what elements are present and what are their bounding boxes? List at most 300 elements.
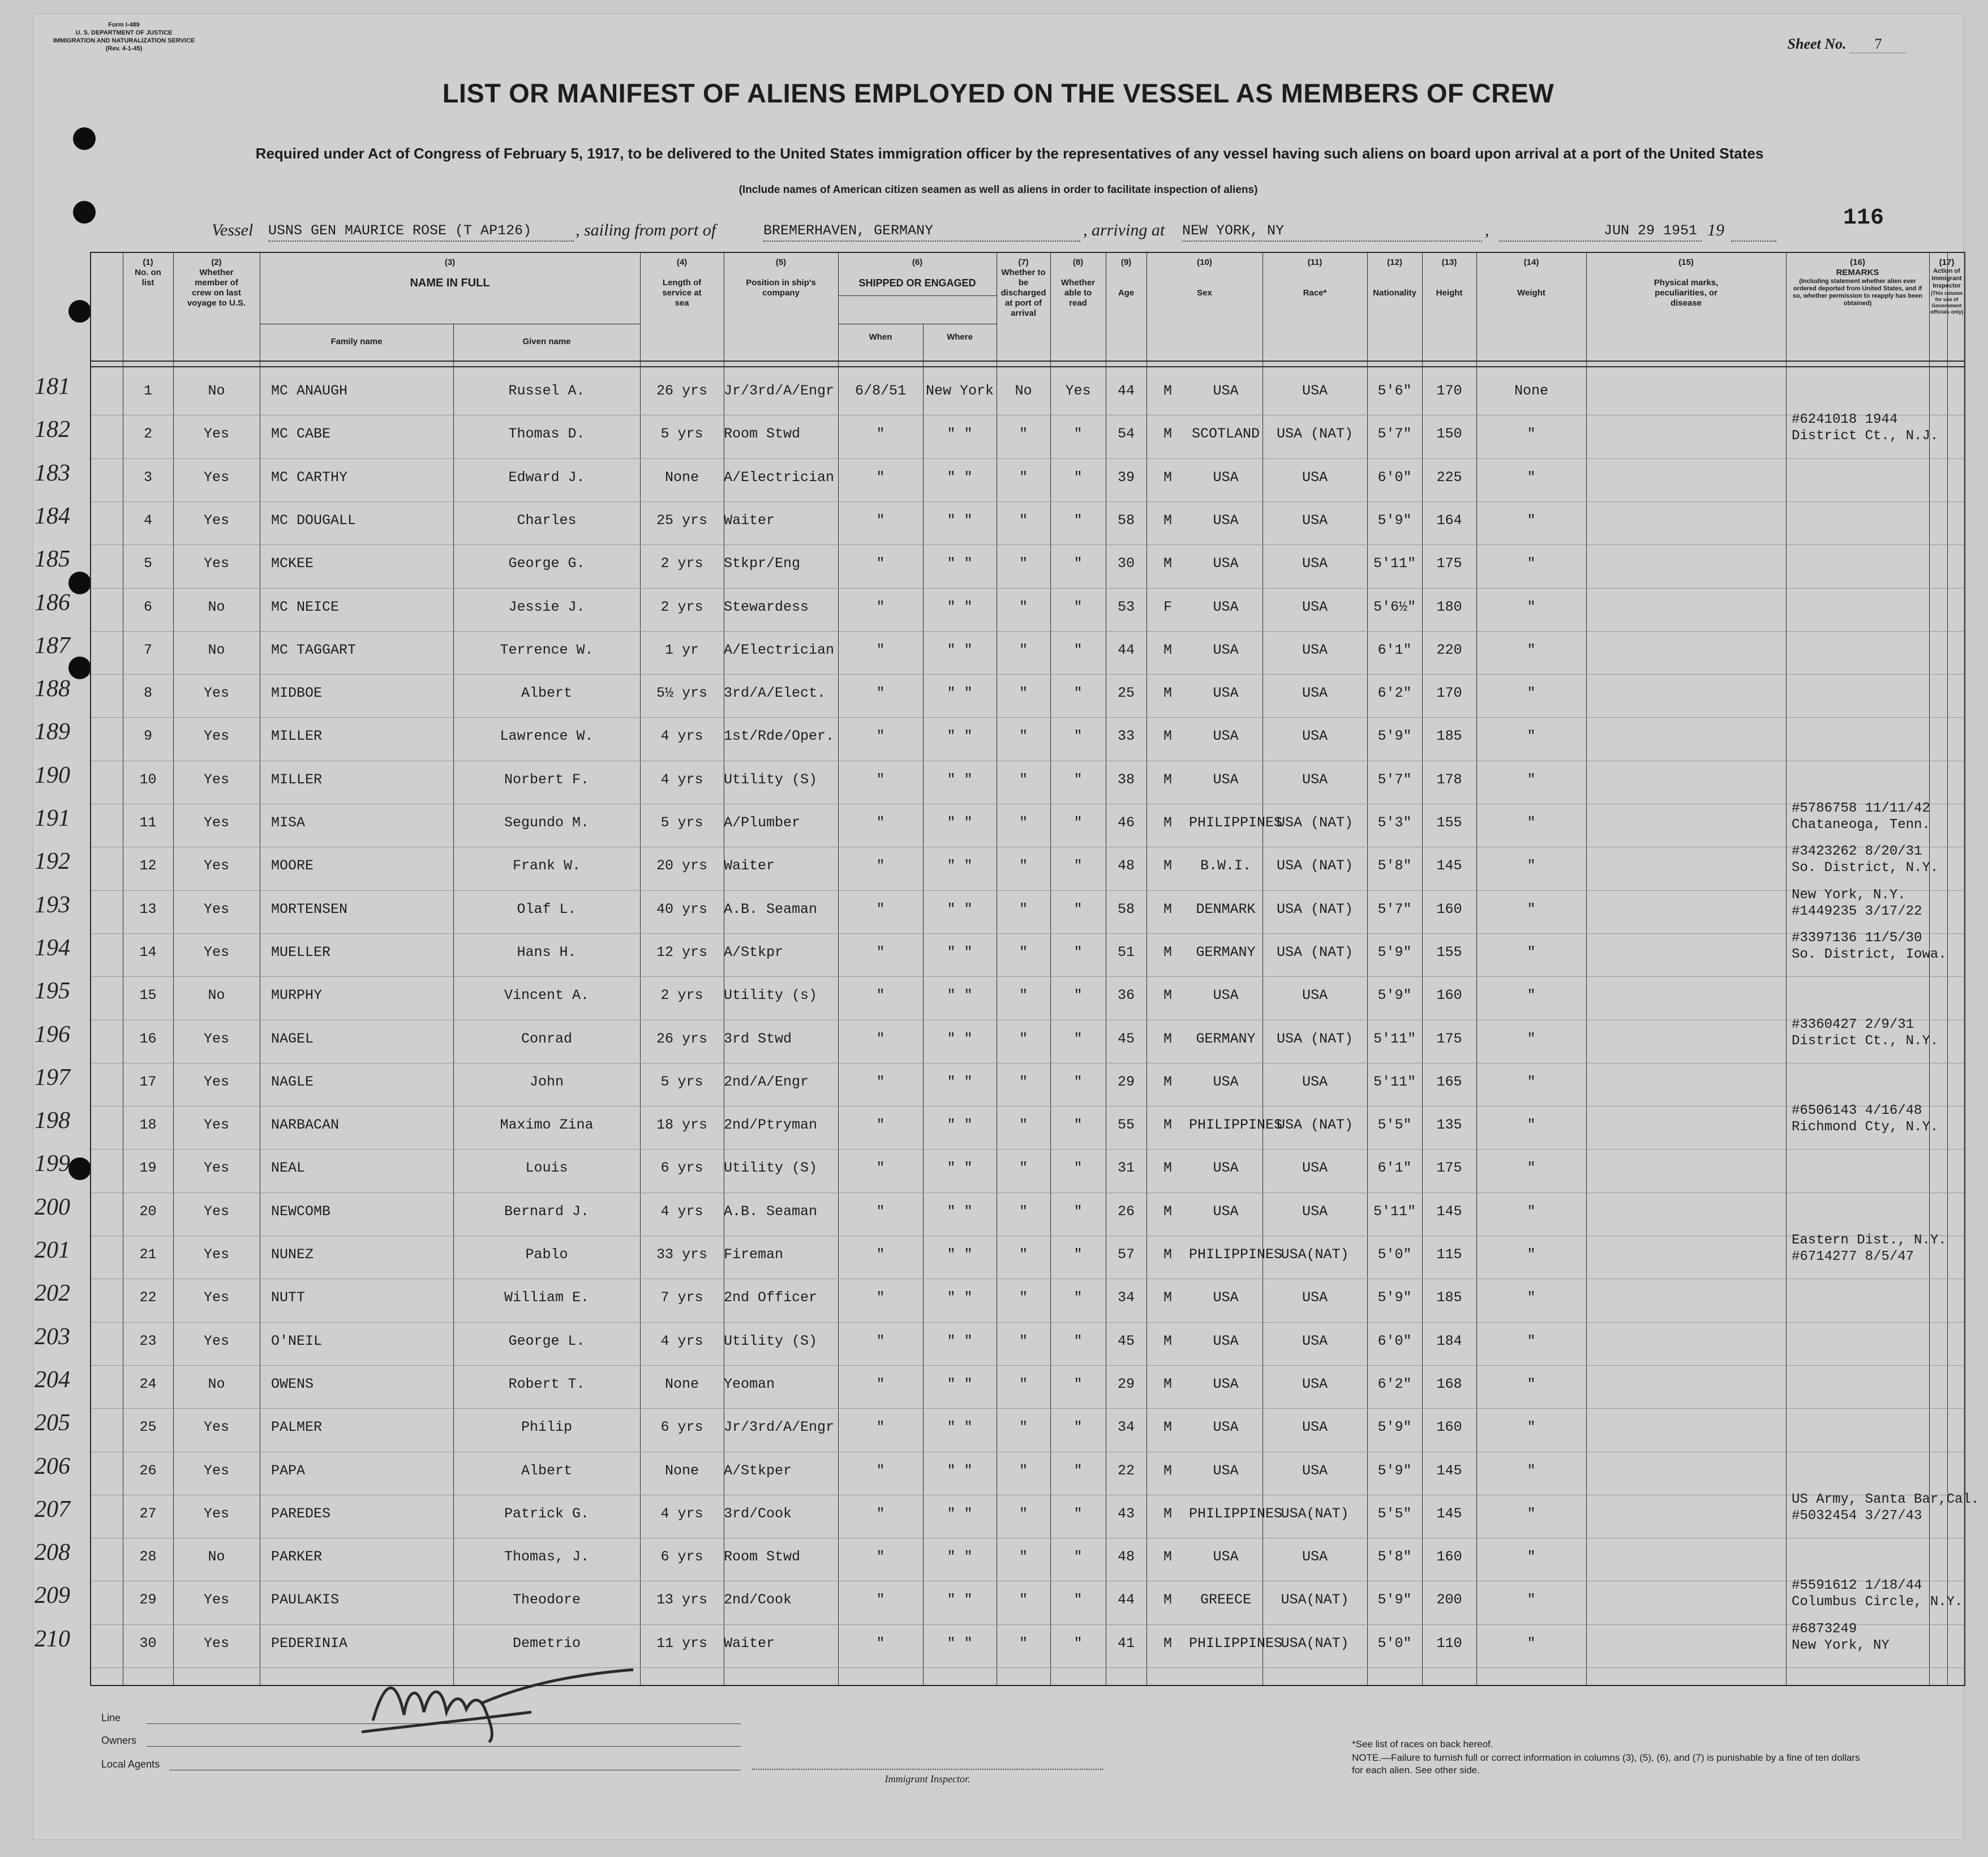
ship-position: 1st/Rde/Oper. [724, 728, 835, 745]
list-number: 14 [139, 943, 157, 960]
given-name: Albert [521, 1462, 572, 1479]
margin-number: 207 [35, 1496, 70, 1523]
col-header-remarks: REMARKS [1836, 268, 1879, 277]
weight: 225 [1436, 469, 1462, 486]
crew-last-voyage: Yes [203, 1592, 229, 1609]
discharge: " [1019, 1160, 1028, 1177]
discharge: No [1015, 383, 1032, 399]
family-name: MC CARTHY [271, 469, 348, 486]
discharge: " [1019, 469, 1028, 486]
able-to-read: " [1074, 1549, 1083, 1566]
shipped-when: " [876, 555, 885, 572]
family-name: PALMER [271, 1419, 323, 1436]
able-to-read: " [1074, 469, 1083, 486]
ship-position: Jr/3rd/A/Engr [724, 1419, 835, 1436]
family-name: MILLER [271, 771, 323, 788]
crew-last-voyage: No [208, 987, 225, 1004]
discharge: " [1019, 1505, 1028, 1522]
margin-number: 195 [35, 978, 70, 1005]
given-name: Norbert F. [504, 771, 590, 788]
family-name: MORTENSEN [271, 900, 348, 917]
margin-number: 181 [35, 374, 70, 400]
crew-last-voyage: Yes [203, 1160, 229, 1177]
race: USA [1213, 987, 1239, 1004]
discharge: " [1019, 512, 1028, 529]
physical-marks: " [1527, 1505, 1536, 1522]
sex: M [1163, 469, 1172, 486]
shipped-where: " " [947, 1332, 973, 1349]
list-number: 9 [143, 728, 152, 745]
col-num-16: (16) [1850, 258, 1865, 267]
weight: 175 [1436, 1030, 1462, 1047]
discharge: " [1019, 1289, 1028, 1306]
inspector-label: Immigrant Inspector. [884, 1773, 971, 1785]
shipped-when: " [876, 1203, 885, 1220]
sex: M [1163, 1117, 1172, 1134]
remarks-line: #3423262 8/20/31 [1792, 844, 1922, 860]
shipped-when: " [876, 1592, 885, 1609]
weight: 160 [1436, 900, 1462, 917]
ship-position: 3rd/Cook [724, 1505, 792, 1522]
age: 44 [1117, 1592, 1135, 1609]
given-name: Charles [517, 512, 577, 529]
service-length: 4 yrs [660, 1332, 703, 1349]
discharge: " [1019, 1203, 1028, 1220]
able-to-read: " [1074, 1419, 1083, 1436]
list-number: 11 [139, 814, 157, 831]
col-header-crew: Whether member of crew on last voyage to U.S. [187, 268, 246, 308]
list-number: 30 [139, 1635, 157, 1652]
age: 53 [1117, 598, 1135, 615]
height: 5'9" [1377, 728, 1412, 745]
margin-number: 189 [35, 719, 70, 745]
discharge: " [1019, 1635, 1028, 1652]
nationality: USA (NAT) [1276, 426, 1354, 443]
shipped-where: " " [947, 598, 973, 615]
nationality: USA [1302, 1549, 1328, 1566]
given-name: Thomas, J. [504, 1549, 590, 1566]
crew-last-voyage: Yes [203, 857, 229, 874]
crew-last-voyage: Yes [203, 426, 229, 443]
given-name: Louis [525, 1160, 568, 1177]
shipped-when: " [876, 426, 885, 443]
height: 5'9" [1377, 1592, 1412, 1609]
form-identifier [33, 21, 214, 53]
sex: M [1163, 900, 1172, 917]
remarks-line: District Ct., N.J. [1792, 428, 1939, 444]
crew-last-voyage: Yes [203, 512, 229, 529]
given-name: Patrick G. [504, 1505, 590, 1522]
sheet-label: Sheet No. [1787, 36, 1847, 52]
race: USA [1213, 728, 1239, 745]
sex: M [1163, 1375, 1172, 1392]
shipped-where: " " [947, 1549, 973, 1566]
sex: M [1163, 685, 1172, 702]
discharge: " [1019, 943, 1028, 960]
race: USA [1213, 1375, 1239, 1392]
height: 5'7" [1377, 900, 1412, 917]
able-to-read: " [1074, 1592, 1083, 1609]
list-number: 8 [143, 685, 152, 702]
sex: M [1163, 555, 1172, 572]
crew-last-voyage: Yes [203, 1030, 229, 1047]
crew-last-voyage: Yes [203, 1117, 229, 1134]
margin-number: 192 [35, 848, 70, 875]
list-number: 3 [143, 469, 152, 486]
service-length: 4 yrs [660, 771, 703, 788]
family-name: NEWCOMB [271, 1203, 331, 1220]
col-num-9: (9) [1120, 258, 1132, 267]
sex: M [1163, 943, 1172, 960]
family-name: NAGLE [271, 1073, 314, 1090]
col-header-remarks-sub: (Including statement whether alien ever ordered deported from United States, and if so, whether permission to reapply has been obtained) [1792, 278, 1923, 307]
sex: M [1163, 1160, 1172, 1177]
ship-position: Waiter [724, 1635, 775, 1652]
able-to-read: " [1074, 1505, 1083, 1522]
ship-position: Utility (s) [724, 987, 818, 1004]
penalty-note: NOTE.—Failure to furnish full or correct information in columns (3), (5), (6), and (7) is punishable by a fine of ten dollars for each alien. See other side. [1352, 1752, 1860, 1775]
able-to-read: " [1074, 987, 1083, 1004]
col-header-shipped: SHIPPED OR ENGAGED [858, 277, 976, 289]
age: 45 [1117, 1332, 1135, 1349]
age: 44 [1117, 641, 1135, 658]
col-header-weight: Weight [1517, 288, 1545, 298]
race: USA [1213, 598, 1239, 615]
age: 34 [1117, 1419, 1135, 1436]
family-name: PARKER [271, 1549, 323, 1566]
height: 6'2" [1377, 1375, 1412, 1392]
age: 36 [1117, 987, 1135, 1004]
nationality: USA [1302, 555, 1328, 572]
weight: 185 [1436, 728, 1462, 745]
given-name: George L. [508, 1332, 585, 1349]
given-name: Terrence W. [500, 641, 594, 658]
col-header-where: Where [947, 332, 973, 342]
shipped-where: " " [947, 943, 973, 960]
margin-number: 203 [35, 1323, 70, 1350]
discharge: " [1019, 1073, 1028, 1090]
crew-last-voyage: Yes [203, 555, 229, 572]
race: USA [1213, 512, 1239, 529]
age: 34 [1117, 1289, 1135, 1306]
shipped-when: " [876, 1635, 885, 1652]
weight: 135 [1436, 1117, 1462, 1134]
margin-number: 209 [35, 1582, 70, 1609]
weight: 184 [1436, 1332, 1462, 1349]
able-to-read: " [1074, 1030, 1083, 1047]
given-name: Russel A. [508, 383, 585, 399]
shipped-where: " " [947, 1203, 973, 1220]
race: USA [1213, 1073, 1239, 1090]
nationality: USA [1302, 1160, 1328, 1177]
race: GERMANY [1196, 943, 1256, 960]
list-number: 27 [139, 1505, 157, 1522]
age: 55 [1117, 1117, 1135, 1134]
ship-position: A/Electrician [724, 469, 835, 486]
service-length: 11 yrs [656, 1635, 707, 1652]
col-num-15: (15) [1678, 258, 1694, 267]
physical-marks: " [1527, 943, 1536, 960]
given-name: Segundo M. [504, 814, 590, 831]
height: 5'8" [1377, 1549, 1412, 1566]
ship-position: Waiter [724, 857, 775, 874]
col-header-name: NAME IN FULL [410, 277, 490, 289]
nationality: USA [1302, 987, 1328, 1004]
family-name: MC DOUGALL [271, 512, 357, 529]
able-to-read: " [1074, 1246, 1083, 1263]
sex: M [1163, 771, 1172, 788]
list-number: 17 [139, 1073, 157, 1090]
service-length: 6 yrs [660, 1419, 703, 1436]
physical-marks: " [1527, 598, 1536, 615]
remarks-line: So. District, Iowa. [1792, 946, 1947, 962]
nationality: USA(NAT) [1281, 1592, 1349, 1609]
remarks-line: #5786758 11/11/42 [1792, 801, 1930, 816]
col-num-3: (3) [444, 258, 456, 267]
sheet-number [1788, 36, 1907, 53]
sex: M [1163, 1289, 1172, 1306]
col-num-8: (8) [1072, 258, 1084, 267]
nationality: USA [1302, 512, 1328, 529]
shipped-when: " [876, 987, 885, 1004]
shipped-where: " " [947, 555, 973, 572]
crew-last-voyage: No [208, 1375, 225, 1392]
crew-last-voyage: Yes [203, 1635, 229, 1652]
col-header-nationality: Nationality [1373, 288, 1416, 298]
family-name: PAULAKIS [271, 1592, 340, 1609]
crew-last-voyage: Yes [203, 1246, 229, 1263]
service-length: 33 yrs [656, 1246, 707, 1263]
family-name: MCKEE [271, 555, 314, 572]
ship-position: Stkpr/Eng [724, 555, 801, 572]
physical-marks: " [1527, 1030, 1536, 1047]
ship-position: Utility (S) [724, 1160, 818, 1177]
nationality: USA(NAT) [1281, 1505, 1349, 1522]
form-department: U. S. DEPARTMENT OF JUSTICE [75, 29, 173, 36]
nationality: USA [1302, 1203, 1328, 1220]
sex: M [1163, 1462, 1172, 1479]
able-to-read: " [1074, 1462, 1083, 1479]
service-length: 5 yrs [660, 426, 703, 443]
weight: 160 [1436, 1549, 1462, 1566]
service-length: 40 yrs [656, 900, 707, 917]
list-number: 15 [139, 987, 157, 1004]
race: USA [1213, 1289, 1239, 1306]
ship-position: A.B. Seaman [724, 1203, 818, 1220]
crew-last-voyage: Yes [203, 685, 229, 702]
height: 5'6" [1377, 383, 1412, 399]
physical-marks: " [1527, 1375, 1536, 1392]
physical-marks: " [1527, 1246, 1536, 1263]
race: USA [1213, 1462, 1239, 1479]
weight: 180 [1436, 598, 1462, 615]
age: 51 [1117, 943, 1135, 960]
crew-last-voyage: No [208, 598, 225, 615]
able-to-read: " [1074, 512, 1083, 529]
col-header-given: Given name [522, 337, 571, 346]
discharge: " [1019, 987, 1028, 1004]
list-number: 21 [139, 1246, 157, 1263]
discharge: " [1019, 1332, 1028, 1349]
height: 6'1" [1377, 641, 1412, 658]
weight: 170 [1436, 383, 1462, 399]
shipped-where: " " [947, 857, 973, 874]
margin-number: 210 [35, 1626, 70, 1652]
remarks-line: #6714277 8/5/47 [1792, 1249, 1914, 1264]
service-length: 5½ yrs [656, 685, 707, 702]
crew-last-voyage: No [208, 383, 225, 399]
crew-last-voyage: No [208, 1549, 225, 1566]
race: USA [1213, 685, 1239, 702]
race: USA [1213, 1332, 1239, 1349]
family-name: MILLER [271, 728, 323, 745]
col-header-action: Action of Immigrant Inspector [1931, 268, 1962, 289]
shipped-where: " " [947, 1375, 973, 1392]
family-name: MURPHY [271, 987, 323, 1004]
family-name: MC TAGGART [271, 641, 357, 658]
given-name: Thomas D. [508, 426, 585, 443]
crew-last-voyage: Yes [203, 1462, 229, 1479]
discharge: " [1019, 598, 1028, 615]
col-num-2: (2) [211, 258, 222, 267]
ship-position: A/Plumber [724, 814, 801, 831]
height: 6'0" [1377, 1332, 1412, 1349]
weight: 175 [1436, 555, 1462, 572]
stamp-number: 116 [1843, 205, 1884, 231]
physical-marks: " [1527, 1332, 1536, 1349]
ship-position: Room Stwd [724, 1549, 801, 1566]
sheet-value: 7 [1850, 36, 1907, 53]
nationality: USA (NAT) [1276, 1030, 1354, 1047]
ship-position: 2nd/Ptryman [724, 1117, 818, 1134]
arrival-date: JUN 29 1951 [1499, 222, 1702, 242]
shipped-when: " [876, 1160, 885, 1177]
shipped-when: " [876, 771, 885, 788]
nationality: USA [1302, 641, 1328, 658]
list-number: 28 [139, 1549, 157, 1566]
age: 39 [1117, 469, 1135, 486]
shipped-where: " " [947, 469, 973, 486]
col-num-14: (14) [1523, 258, 1539, 267]
ship-position: Room Stwd [724, 426, 801, 443]
crew-last-voyage: Yes [203, 900, 229, 917]
signature [350, 1658, 645, 1743]
weight: 145 [1436, 1462, 1462, 1479]
vessel-label: Vessel [212, 221, 254, 239]
age: 48 [1117, 1549, 1135, 1566]
family-name: MC NEICE [271, 598, 340, 615]
remarks-line: US Army, Santa Bar,Cal. [1792, 1491, 1980, 1507]
remarks-line: #3360427 2/9/31 [1792, 1017, 1914, 1032]
family-name: MC CABE [271, 426, 331, 443]
service-length: 5 yrs [660, 814, 703, 831]
age: 31 [1117, 1160, 1135, 1177]
col-num-17: (17) [1939, 258, 1955, 267]
form-revision: (Rev. 4-1-45) [105, 45, 143, 52]
list-number: 29 [139, 1592, 157, 1609]
page-title: LIST OR MANIFEST OF ALIENS EMPLOYED ON THE VESSEL AS MEMBERS OF CREW [442, 78, 1555, 108]
col-num-13: (13) [1441, 258, 1457, 267]
col-num-10: (10) [1197, 258, 1212, 267]
ship-position: Fireman [724, 1246, 784, 1263]
race: PHILIPPINES [1189, 1117, 1283, 1134]
able-to-read: " [1074, 598, 1083, 615]
weight: 220 [1436, 641, 1462, 658]
service-length: 26 yrs [656, 383, 707, 399]
nationality: USA [1302, 383, 1328, 399]
physical-marks: " [1527, 641, 1536, 658]
list-number: 7 [143, 641, 152, 658]
shipped-where: " " [947, 1289, 973, 1306]
able-to-read: " [1074, 641, 1083, 658]
crew-table [35, 252, 1980, 1686]
shipped-where: " " [947, 728, 973, 745]
nationality: USA [1302, 771, 1328, 788]
height: 5'9" [1377, 512, 1412, 529]
ship-position: A/Electrician [724, 641, 835, 658]
owners-label: Owners [101, 1735, 137, 1746]
shipped-when: " [876, 685, 885, 702]
family-name: MC ANAUGH [271, 383, 348, 399]
sex: M [1163, 1635, 1172, 1652]
discharge: " [1019, 685, 1028, 702]
col-header-height: Height [1436, 288, 1463, 298]
given-name: Lawrence W. [500, 728, 594, 745]
shipped-when: 6/8/51 [855, 383, 906, 399]
list-number: 2 [143, 426, 152, 443]
discharge: " [1019, 1462, 1028, 1479]
remarks-line: Chataneoga, Tenn. [1792, 817, 1930, 833]
given-name: Olaf L. [517, 900, 577, 917]
nationality: USA [1302, 685, 1328, 702]
height: 5'9" [1377, 943, 1412, 960]
discharge: " [1019, 728, 1028, 745]
age: 58 [1117, 512, 1135, 529]
shipped-when: " [876, 512, 885, 529]
discharge: " [1019, 1592, 1028, 1609]
sex: M [1163, 383, 1172, 399]
nationality: USA [1302, 1462, 1328, 1479]
physical-marks: " [1527, 900, 1536, 917]
family-name: OWENS [271, 1375, 314, 1392]
shipped-where: " " [947, 512, 973, 529]
able-to-read: " [1074, 426, 1083, 443]
height: 5'7" [1377, 426, 1412, 443]
service-length: 4 yrs [660, 728, 703, 745]
given-name: Edward J. [508, 469, 585, 486]
weight: 170 [1436, 685, 1462, 702]
col-header-position: Position in ship's company [746, 278, 816, 298]
discharge: " [1019, 1419, 1028, 1436]
given-name: Maximo Zina [500, 1117, 594, 1134]
shipped-when: " [876, 1030, 885, 1047]
able-to-read: " [1074, 685, 1083, 702]
nationality: USA [1302, 1419, 1328, 1436]
weight: 145 [1436, 1505, 1462, 1522]
sex: M [1163, 1419, 1172, 1436]
sex: M [1163, 1246, 1172, 1263]
shipped-where: " " [947, 1030, 973, 1047]
margin-number: 183 [35, 460, 70, 486]
age: 22 [1117, 1462, 1135, 1479]
race: PHILIPPINES [1189, 814, 1283, 831]
remarks-line: Eastern Dist., N.Y. [1792, 1233, 1947, 1248]
margin-number: 191 [35, 805, 70, 831]
height: 5'9" [1377, 1462, 1412, 1479]
sex: M [1163, 987, 1172, 1004]
weight: 164 [1436, 512, 1462, 529]
age: 43 [1117, 1505, 1135, 1522]
